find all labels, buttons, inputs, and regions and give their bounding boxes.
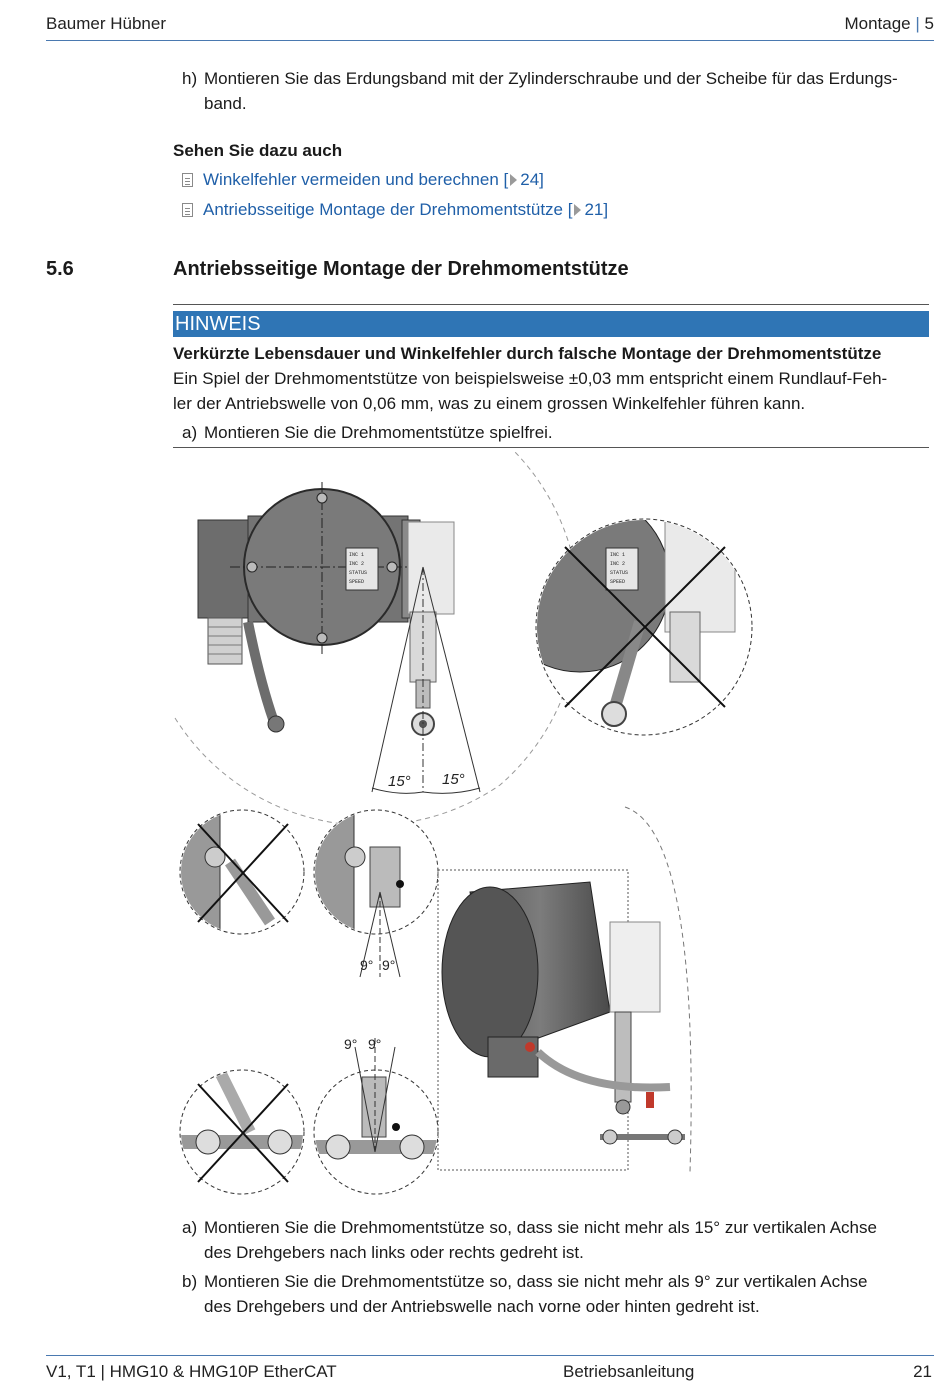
footer-page-number: 21 bbox=[913, 1362, 932, 1381]
notice-bottom-rule bbox=[173, 447, 929, 448]
step-h-line1: Montieren Sie das Erdungsband mit der Zylinderschraube und der Scheibe für das Erdungs- bbox=[204, 69, 898, 88]
led-label-speed: SPEED bbox=[349, 579, 365, 585]
footer-product: V1, T1 | HMG10 & HMG10P EtherCAT bbox=[46, 1362, 337, 1381]
led-label-status: STATUS bbox=[349, 570, 368, 576]
document-icon bbox=[182, 203, 193, 217]
step-a-tilt bbox=[182, 1215, 932, 1265]
led-label-status-detail: STATUS bbox=[610, 570, 629, 576]
header-chapter bbox=[844, 14, 934, 34]
notice-step-label: a) bbox=[182, 423, 198, 442]
notice-line2: ler der Antriebswelle von 0,06 mm, was zu einem grossen Winkelfehler führen kann. bbox=[173, 394, 806, 413]
step-b-tilt bbox=[182, 1269, 932, 1319]
notice-top-rule bbox=[173, 304, 929, 305]
detail-side-tilt-wrong bbox=[180, 810, 304, 934]
angle-label-right: 15° bbox=[442, 771, 465, 788]
angle-9-left-b: 9° bbox=[344, 1036, 358, 1052]
step-h bbox=[182, 66, 932, 116]
step-a-line1: Montieren Sie die Drehmomentstütze so, dass sie nicht mehr als 15° zur vertikalen Achse bbox=[204, 1218, 877, 1237]
link-2-text: Antriebsseitige Montage der Drehmomentstütze [ bbox=[203, 200, 573, 219]
notice-heading: Verkürzte Lebensdauer und Winkelfehler durch falsche Montage der Drehmomentstütze bbox=[173, 344, 882, 363]
document-icon bbox=[182, 173, 193, 187]
angle-label-left: 15° bbox=[388, 773, 411, 790]
header-rule bbox=[46, 40, 934, 41]
footer-doc-type: Betriebsanleitung bbox=[563, 1362, 695, 1381]
notice-label: HINWEIS bbox=[173, 311, 929, 337]
step-h-line2: band. bbox=[204, 94, 247, 113]
led-label-inc2: INC 2 bbox=[349, 561, 365, 567]
header-doc-owner: Baumer Hübner bbox=[46, 14, 167, 33]
step-b-line2: des Drehgebers und der Antriebswelle nach vorne oder hinten gedreht ist. bbox=[204, 1297, 760, 1316]
detail-front-tilt-ok bbox=[314, 1037, 438, 1194]
header-chapter-number: 5 bbox=[924, 14, 934, 33]
notice-line1: Ein Spiel der Drehmomentstütze von beispielsweise ±0,03 mm entspricht einem Rundlauf-Feh- bbox=[173, 369, 888, 388]
led-label-inc1: INC 1 bbox=[349, 552, 365, 558]
see-also-link-1[interactable] bbox=[182, 170, 544, 190]
angle-9-left-a: 9° bbox=[360, 957, 374, 973]
notice-step bbox=[182, 420, 932, 445]
angle-9-right-b: 9° bbox=[368, 1036, 382, 1052]
led-label-speed-detail: SPEED bbox=[610, 579, 626, 585]
arrow-right-icon bbox=[574, 204, 581, 216]
footer-rule bbox=[46, 1355, 934, 1356]
step-b-line1: Montieren Sie die Drehmomentstütze so, dass sie nicht mehr als 9° zur vertikalen Achse bbox=[204, 1272, 868, 1291]
led-label-inc2-detail: INC 2 bbox=[610, 561, 626, 567]
section-number: 5.6 bbox=[46, 258, 74, 280]
header-separator: | bbox=[915, 14, 920, 33]
detail-front-tilt-wrong bbox=[180, 1070, 305, 1194]
mounting-figure bbox=[170, 452, 760, 1198]
link-1-text: Winkelfehler vermeiden und berechnen [ bbox=[203, 170, 509, 189]
led-label-inc1-detail: INC 1 bbox=[610, 552, 626, 558]
header-section-name: Montage bbox=[844, 14, 911, 33]
detail-wrong-tilt bbox=[490, 492, 752, 735]
link-1-page: 24] bbox=[520, 170, 544, 189]
step-a-label: a) bbox=[182, 1218, 198, 1237]
step-h-label: h) bbox=[182, 69, 198, 88]
step-a-line2: des Drehgebers nach links oder rechts gedreht ist. bbox=[204, 1243, 584, 1262]
see-also-link-2[interactable] bbox=[182, 200, 608, 220]
encoder-front-view bbox=[198, 482, 454, 735]
detail-side-tilt-ok bbox=[314, 810, 438, 977]
step-b-label: b) bbox=[182, 1272, 198, 1291]
link-2-page: 21] bbox=[584, 200, 609, 219]
section-title: Antriebsseitige Montage der Drehmomentstütze bbox=[173, 258, 629, 280]
see-also-title: Sehen Sie dazu auch bbox=[173, 141, 343, 160]
encoder-perspective-view bbox=[438, 807, 691, 1172]
arrow-right-icon bbox=[510, 174, 517, 186]
angle-9-right-a: 9° bbox=[382, 957, 396, 973]
notice-step-text: Montieren Sie die Drehmomentstütze spielfrei. bbox=[204, 423, 553, 442]
